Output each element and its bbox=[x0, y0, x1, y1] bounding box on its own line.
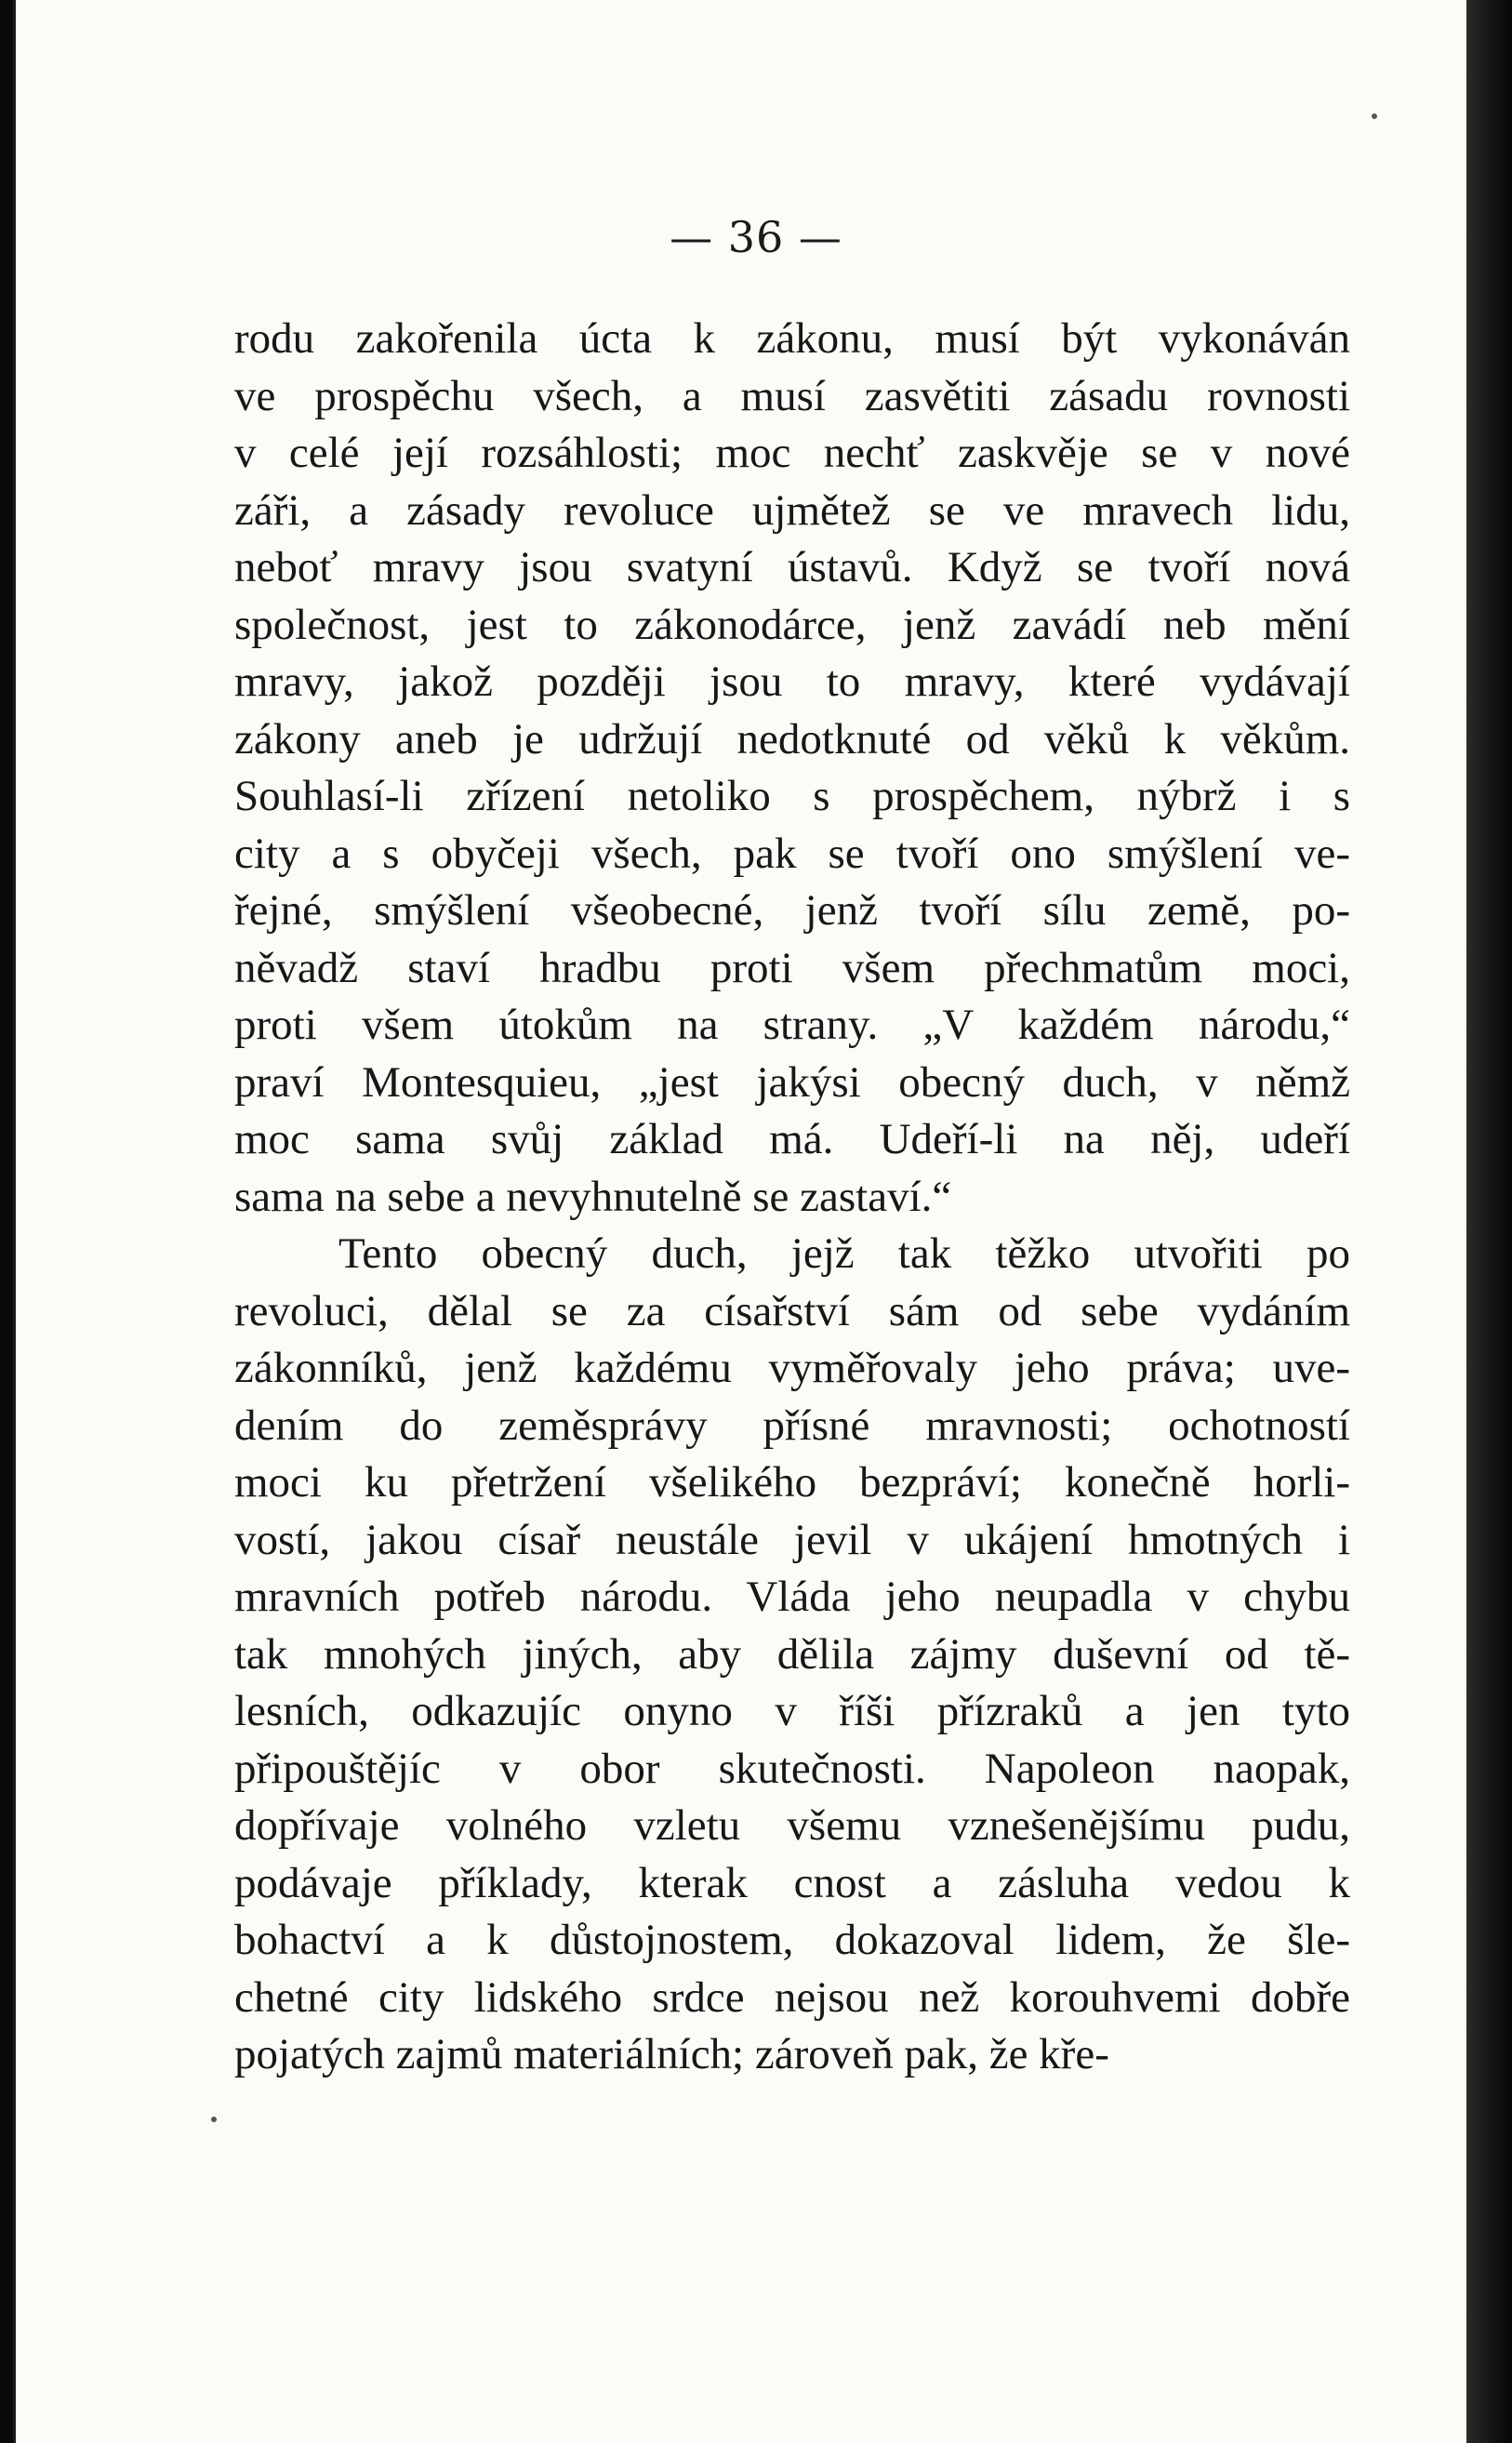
text-line: bohactví a k důstojnostem, dokazoval lidem, že šle- bbox=[234, 1916, 1350, 1964]
text-line: mravních potřeb národu. Vláda jeho neupadla v chybu bbox=[234, 1573, 1350, 1621]
page-edge-shadow bbox=[1466, 0, 1512, 2443]
text-line: city a s obyčeji všech, pak se tvoří ono smýšlení ve- bbox=[234, 829, 1350, 878]
text-line: pojatých zajmů materiálních; zároveň pak, že kře- bbox=[234, 2030, 1109, 2078]
text-line: něvadž staví hradbu proti všem přechmatům moci, bbox=[234, 943, 1350, 992]
text-line: zákonníků, jenž každému vyměřovaly jeho práva; uve- bbox=[234, 1344, 1350, 1392]
text-line: Souhlasí-li zřízení netoliko s prospěchem, nýbrž i s bbox=[234, 772, 1350, 820]
text-line: ve prospěchu všech, a musí zasvětiti zásadu rovnosti bbox=[234, 371, 1350, 420]
paper-speck bbox=[1372, 113, 1377, 119]
text-line: moc sama svůj základ má. Udeří-li na něj, udeří bbox=[234, 1115, 1350, 1163]
text-line: záři, a zásady revoluce ujmětež se ve mravech lidu, bbox=[234, 485, 1350, 535]
paper-speck bbox=[211, 2117, 217, 2122]
text-line: tak mnohých jiných, aby dělila zájmy duševní od tě- bbox=[234, 1629, 1350, 1679]
text-line: rodu zakořenila úcta k zákonu, musí být vykonáván bbox=[234, 314, 1350, 363]
paragraph bbox=[234, 1226, 1350, 2084]
text-line: chetné city lidského srdce nejsou než korouhvemi dobře bbox=[234, 1972, 1350, 2022]
text-line: podávaje příklady, kterak cnost a zásluha vedou k bbox=[234, 1858, 1350, 1907]
text-line: proti všem útokům na strany. „V každém národu,“ bbox=[234, 1001, 1350, 1049]
text-line: Tento obecný duch, jejž tak těžko utvořiti po bbox=[338, 1229, 1350, 1278]
text-line: neboť mravy jsou svatyní ústavů. Když se tvoří nová bbox=[234, 543, 1350, 591]
text-line: lesních, odkazujíc onyno v říši přízraků a jen tyto bbox=[234, 1687, 1350, 1735]
body-text bbox=[234, 311, 1350, 2084]
text-line: připouštějíc v obor skutečnosti. Napoleon naopak, bbox=[234, 1744, 1350, 1793]
text-line: v celé její rozsáhlosti; moc nechť zaskvěje se v nové bbox=[234, 429, 1350, 477]
page-number: — 36 — bbox=[670, 212, 842, 262]
text-line: praví Montesquieu, „jest jakýsi obecný duch, v němž bbox=[234, 1057, 1350, 1107]
paragraph bbox=[234, 311, 1350, 1226]
text-line: moci ku přetržení všelikého bezpráví; konečně horli- bbox=[234, 1458, 1350, 1507]
text-line: revoluci, dělal se za císařství sám od sebe vydáním bbox=[234, 1286, 1350, 1335]
text-line: dením do zeměsprávy přísné mravnosti; ochotností bbox=[234, 1401, 1350, 1450]
text-line: dopřívaje volného vzletu všemu vznešenějšímu pudu, bbox=[234, 1801, 1350, 1850]
text-line: sama na sebe a nevyhnutelně se zastaví.“ bbox=[234, 1172, 952, 1221]
text-line: vostí, jakou císař neustále jevil v ukájení hmotných i bbox=[234, 1515, 1350, 1564]
text-line: mravy, jakož později jsou to mravy, které vydávají bbox=[234, 657, 1350, 706]
text-line: společnost, jest to zákonodárce, jenž zavádí neb mění bbox=[234, 600, 1350, 649]
text-line: řejné, smýšlení všeobecné, jenž tvoří sílu zemĕ, po- bbox=[234, 886, 1350, 935]
text-line: zákony aneb je udržují nedotknuté od věků k věkům. bbox=[234, 714, 1350, 763]
